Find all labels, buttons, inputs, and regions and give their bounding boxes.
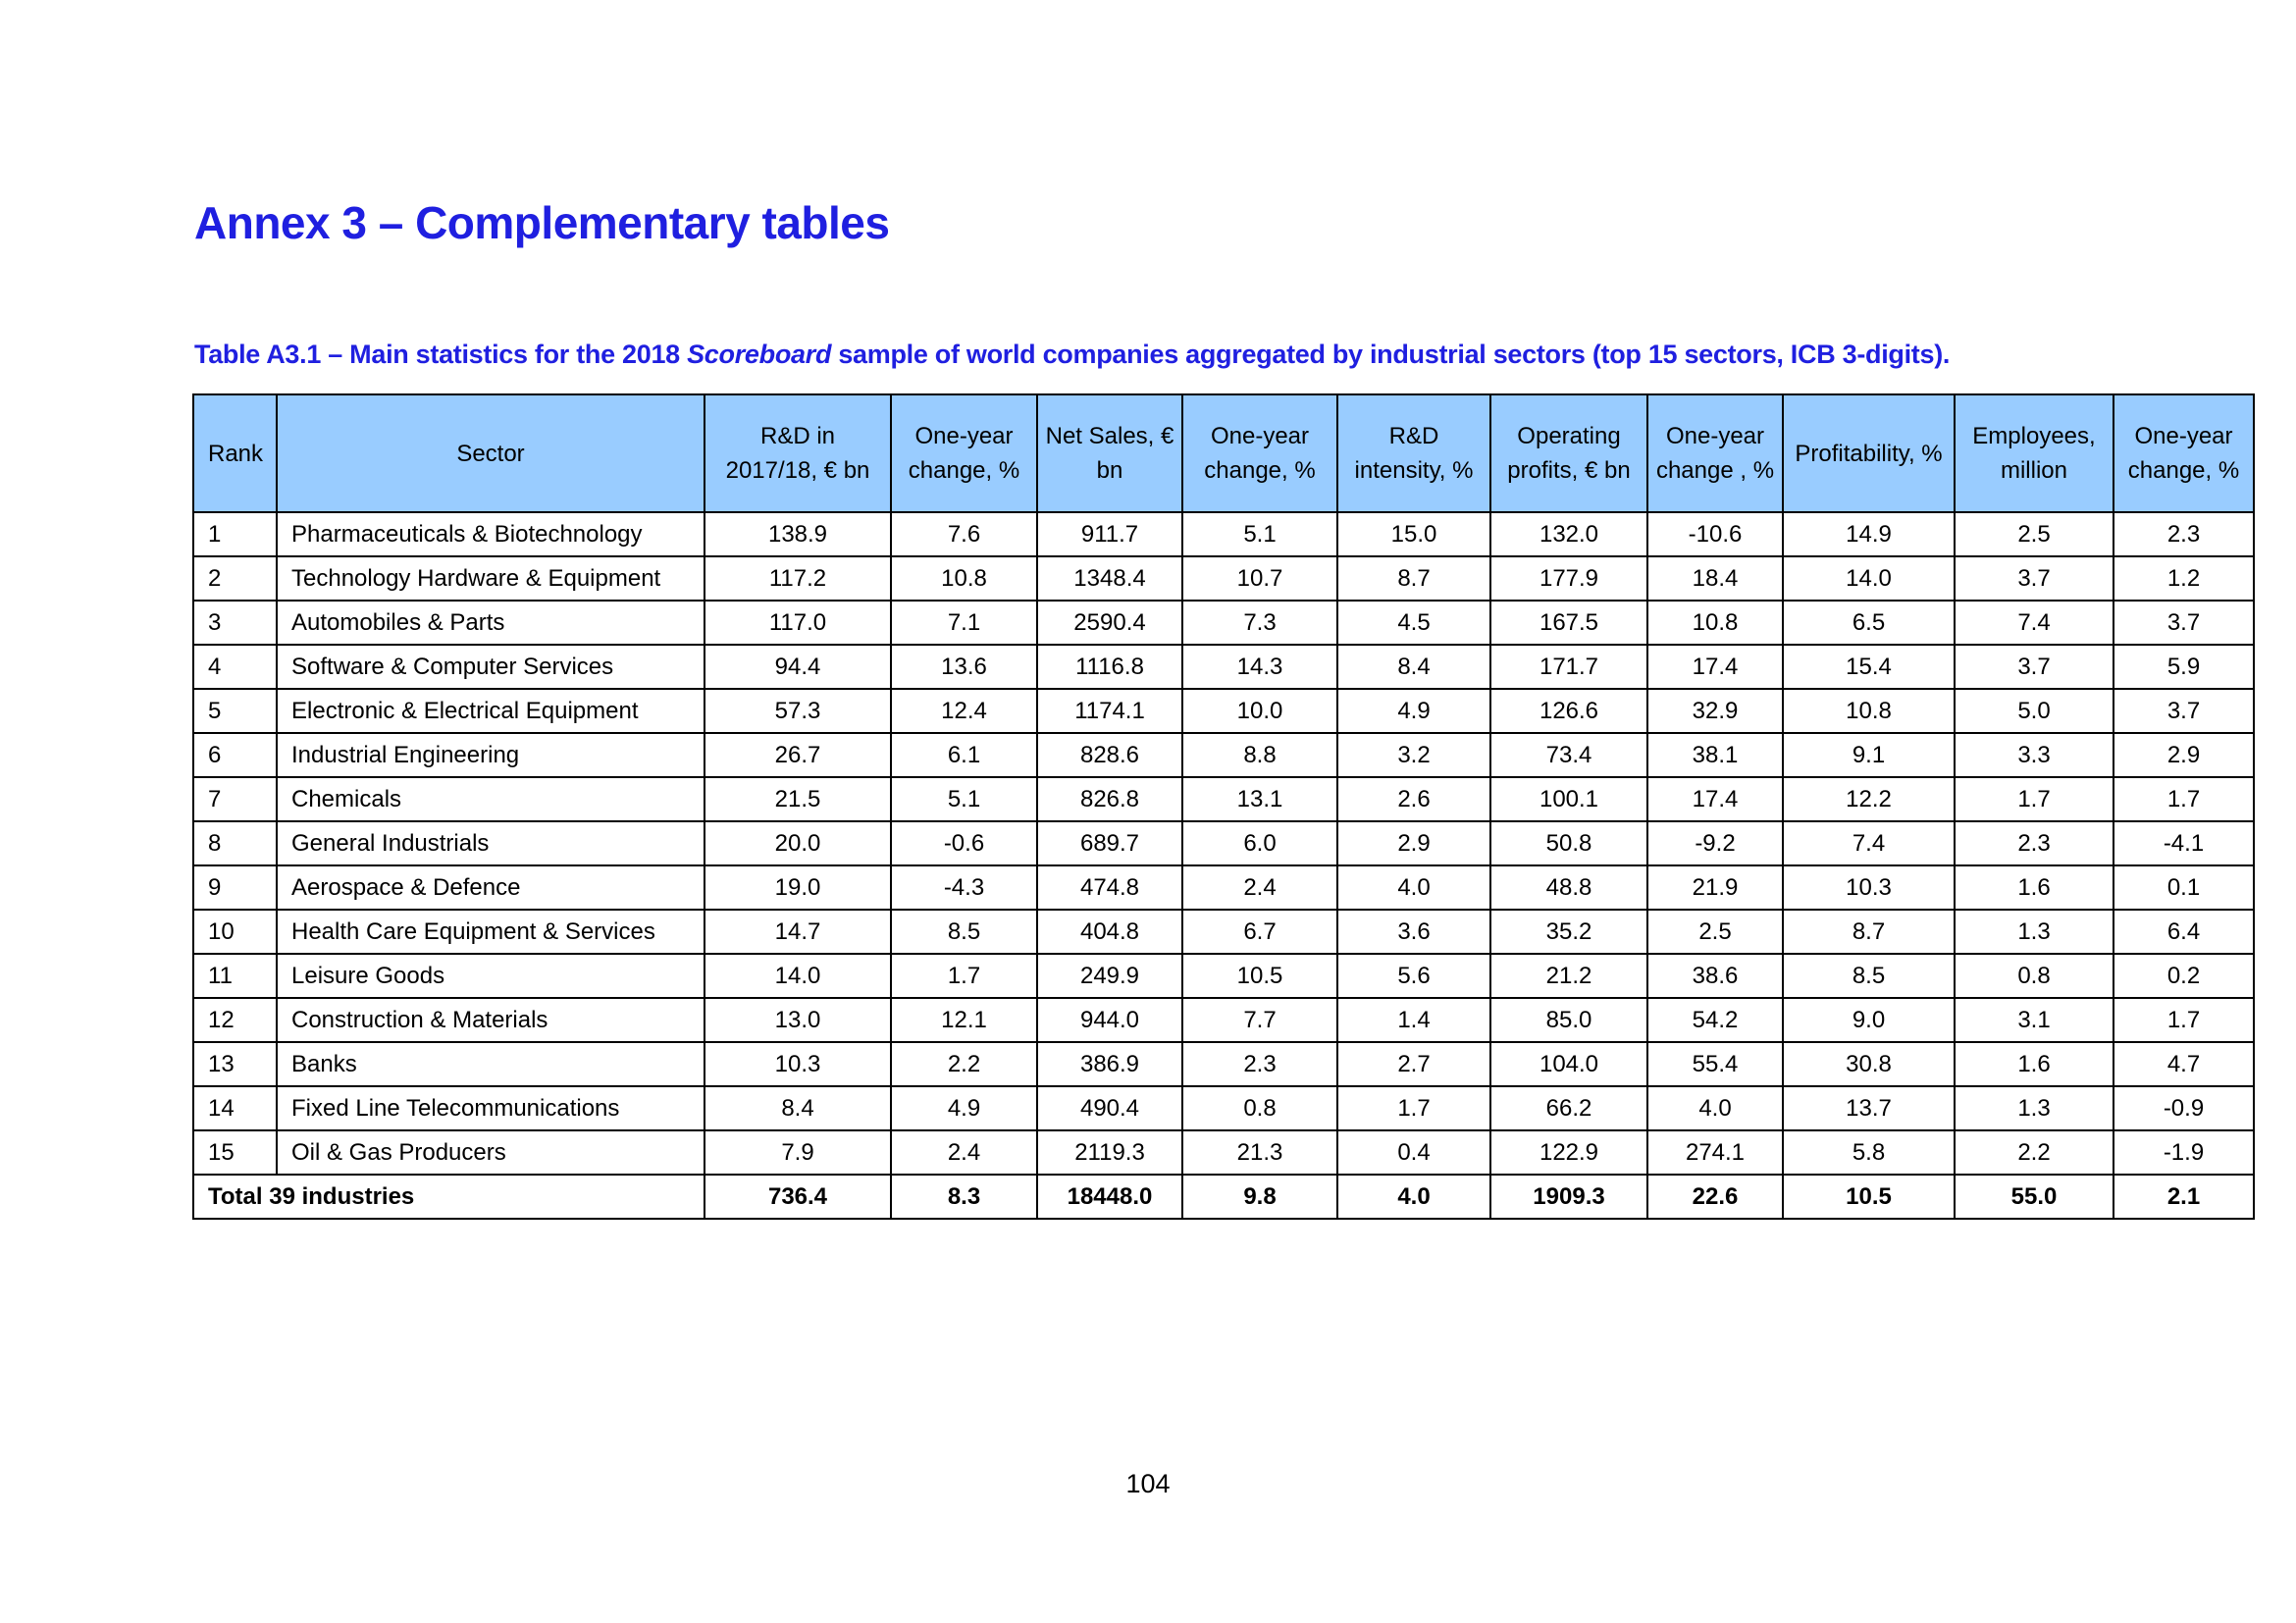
column-header-operating-profits: Operating profits, € bn <box>1490 394 1647 512</box>
rd-intensity-cell: 15.0 <box>1337 512 1490 556</box>
net-sales-cell: 1116.8 <box>1037 645 1182 689</box>
profitability-cell: 6.5 <box>1783 601 1955 645</box>
net-sales-change-cell: 2.4 <box>1182 865 1337 910</box>
total-rd-investment: 736.4 <box>704 1175 891 1219</box>
table-row <box>193 556 2254 601</box>
table-row <box>193 733 2254 777</box>
operating-profits-cell: 100.1 <box>1490 777 1647 821</box>
table-caption-tail: sample of world companies aggregated by industrial sectors (top 15 sectors, ICB 3-digits). <box>831 340 1951 369</box>
employees-cell: 2.5 <box>1955 512 2113 556</box>
sector-cell: Oil & Gas Producers <box>277 1130 704 1175</box>
rank-cell: 6 <box>193 733 277 777</box>
table-row <box>193 601 2254 645</box>
operating-profits-cell: 35.2 <box>1490 910 1647 954</box>
column-header-net-sales: Net Sales, € bn <box>1037 394 1182 512</box>
table-row <box>193 910 2254 954</box>
net-sales-cell: 474.8 <box>1037 865 1182 910</box>
sector-cell: Chemicals <box>277 777 704 821</box>
employees-change-cell: 0.2 <box>2113 954 2254 998</box>
rd-intensity-cell: 0.4 <box>1337 1130 1490 1175</box>
column-header-profits-change: One-year change , % <box>1647 394 1783 512</box>
total-employees: 55.0 <box>1955 1175 2113 1219</box>
column-header-rd-investment: R&D in 2017/18, € bn <box>704 394 891 512</box>
employees-change-cell: 1.7 <box>2113 998 2254 1042</box>
column-header-rd-change: One-year change, % <box>891 394 1037 512</box>
column-header-employees: Employees, million <box>1955 394 2113 512</box>
rd-investment-cell: 57.3 <box>704 689 891 733</box>
column-header-net-sales-change: One-year change, % <box>1182 394 1337 512</box>
rd-investment-cell: 14.7 <box>704 910 891 954</box>
rd-investment-cell: 26.7 <box>704 733 891 777</box>
operating-profits-cell: 48.8 <box>1490 865 1647 910</box>
net-sales-cell: 828.6 <box>1037 733 1182 777</box>
employees-change-cell: 6.4 <box>2113 910 2254 954</box>
sector-cell: Aerospace & Defence <box>277 865 704 910</box>
employees-cell: 1.3 <box>1955 910 2113 954</box>
total-profitability: 10.5 <box>1783 1175 1955 1219</box>
total-rd-change: 8.3 <box>891 1175 1037 1219</box>
rank-cell: 12 <box>193 998 277 1042</box>
rd-investment-cell: 13.0 <box>704 998 891 1042</box>
net-sales-change-cell: 10.7 <box>1182 556 1337 601</box>
employees-cell: 3.7 <box>1955 556 2113 601</box>
employees-change-cell: 5.9 <box>2113 645 2254 689</box>
profitability-cell: 5.8 <box>1783 1130 1955 1175</box>
table-row <box>193 645 2254 689</box>
profits-change-cell: 4.0 <box>1647 1086 1783 1130</box>
profitability-cell: 14.0 <box>1783 556 1955 601</box>
employees-cell: 0.8 <box>1955 954 2113 998</box>
table-row <box>193 1042 2254 1086</box>
rd-intensity-cell: 5.6 <box>1337 954 1490 998</box>
profits-change-cell: 10.8 <box>1647 601 1783 645</box>
net-sales-change-cell: 13.1 <box>1182 777 1337 821</box>
profitability-cell: 7.4 <box>1783 821 1955 865</box>
rd-intensity-cell: 8.7 <box>1337 556 1490 601</box>
net-sales-change-cell: 0.8 <box>1182 1086 1337 1130</box>
rank-cell: 11 <box>193 954 277 998</box>
operating-profits-cell: 126.6 <box>1490 689 1647 733</box>
table-row <box>193 865 2254 910</box>
rd-change-cell: 10.8 <box>891 556 1037 601</box>
employees-change-cell: 1.7 <box>2113 777 2254 821</box>
employees-change-cell: 2.3 <box>2113 512 2254 556</box>
employees-cell: 7.4 <box>1955 601 2113 645</box>
sector-cell: Industrial Engineering <box>277 733 704 777</box>
table-row <box>193 821 2254 865</box>
rd-change-cell: 8.5 <box>891 910 1037 954</box>
rd-intensity-cell: 1.4 <box>1337 998 1490 1042</box>
sector-cell: Leisure Goods <box>277 954 704 998</box>
net-sales-change-cell: 14.3 <box>1182 645 1337 689</box>
net-sales-cell: 490.4 <box>1037 1086 1182 1130</box>
rd-change-cell: 13.6 <box>891 645 1037 689</box>
profits-change-cell: 2.5 <box>1647 910 1783 954</box>
operating-profits-cell: 73.4 <box>1490 733 1647 777</box>
rd-intensity-cell: 2.7 <box>1337 1042 1490 1086</box>
employees-cell: 3.7 <box>1955 645 2113 689</box>
employees-cell: 1.6 <box>1955 1042 2113 1086</box>
profits-change-cell: 38.1 <box>1647 733 1783 777</box>
operating-profits-cell: 177.9 <box>1490 556 1647 601</box>
employees-cell: 2.2 <box>1955 1130 2113 1175</box>
rd-change-cell: -0.6 <box>891 821 1037 865</box>
operating-profits-cell: 21.2 <box>1490 954 1647 998</box>
net-sales-cell: 386.9 <box>1037 1042 1182 1086</box>
rank-cell: 4 <box>193 645 277 689</box>
net-sales-cell: 2119.3 <box>1037 1130 1182 1175</box>
sector-statistics-table <box>192 393 2255 1220</box>
rank-cell: 5 <box>193 689 277 733</box>
rank-cell: 7 <box>193 777 277 821</box>
net-sales-cell: 249.9 <box>1037 954 1182 998</box>
net-sales-change-cell: 7.7 <box>1182 998 1337 1042</box>
profits-change-cell: 38.6 <box>1647 954 1783 998</box>
column-header-employees-change: One-year change, % <box>2113 394 2254 512</box>
rd-change-cell: 7.6 <box>891 512 1037 556</box>
column-header-rd-intensity: R&D intensity, % <box>1337 394 1490 512</box>
rd-intensity-cell: 8.4 <box>1337 645 1490 689</box>
table-body <box>193 512 2254 1175</box>
table-footer <box>193 1175 2254 1219</box>
employees-cell: 2.3 <box>1955 821 2113 865</box>
rd-investment-cell: 14.0 <box>704 954 891 998</box>
net-sales-change-cell: 10.5 <box>1182 954 1337 998</box>
rank-cell: 10 <box>193 910 277 954</box>
profits-change-cell: 32.9 <box>1647 689 1783 733</box>
rd-intensity-cell: 4.5 <box>1337 601 1490 645</box>
total-operating-profits: 1909.3 <box>1490 1175 1647 1219</box>
table-row <box>193 998 2254 1042</box>
column-header-rank: Rank <box>193 394 277 512</box>
sector-cell: Automobiles & Parts <box>277 601 704 645</box>
rd-intensity-cell: 1.7 <box>1337 1086 1490 1130</box>
table-caption <box>194 340 1950 370</box>
employees-change-cell: -4.1 <box>2113 821 2254 865</box>
profits-change-cell: 54.2 <box>1647 998 1783 1042</box>
profitability-cell: 14.9 <box>1783 512 1955 556</box>
rd-change-cell: 12.4 <box>891 689 1037 733</box>
profits-change-cell: 55.4 <box>1647 1042 1783 1086</box>
rank-cell: 8 <box>193 821 277 865</box>
table-row <box>193 512 2254 556</box>
net-sales-cell: 2590.4 <box>1037 601 1182 645</box>
net-sales-cell: 944.0 <box>1037 998 1182 1042</box>
rd-intensity-cell: 2.6 <box>1337 777 1490 821</box>
sector-cell: Health Care Equipment & Services <box>277 910 704 954</box>
table-row <box>193 1130 2254 1175</box>
rd-investment-cell: 8.4 <box>704 1086 891 1130</box>
column-header-sector: Sector <box>277 394 704 512</box>
rank-cell: 13 <box>193 1042 277 1086</box>
profitability-cell: 8.7 <box>1783 910 1955 954</box>
profitability-cell: 10.3 <box>1783 865 1955 910</box>
total-rd-intensity: 4.0 <box>1337 1175 1490 1219</box>
rd-change-cell: 5.1 <box>891 777 1037 821</box>
table-row <box>193 777 2254 821</box>
rd-change-cell: 1.7 <box>891 954 1037 998</box>
table-row <box>193 689 2254 733</box>
employees-change-cell: 4.7 <box>2113 1042 2254 1086</box>
rank-cell: 3 <box>193 601 277 645</box>
rd-intensity-cell: 4.0 <box>1337 865 1490 910</box>
profitability-cell: 12.2 <box>1783 777 1955 821</box>
page-heading: Annex 3 – Complementary tables <box>194 197 890 248</box>
employees-change-cell: 0.1 <box>2113 865 2254 910</box>
table-row <box>193 1086 2254 1130</box>
operating-profits-cell: 66.2 <box>1490 1086 1647 1130</box>
total-label: Total 39 industries <box>193 1175 704 1219</box>
net-sales-cell: 911.7 <box>1037 512 1182 556</box>
operating-profits-cell: 85.0 <box>1490 998 1647 1042</box>
profitability-cell: 9.0 <box>1783 998 1955 1042</box>
employees-change-cell: 3.7 <box>2113 689 2254 733</box>
rd-investment-cell: 94.4 <box>704 645 891 689</box>
rd-change-cell: 2.4 <box>891 1130 1037 1175</box>
net-sales-cell: 689.7 <box>1037 821 1182 865</box>
employees-cell: 3.1 <box>1955 998 2113 1042</box>
employees-change-cell: -1.9 <box>2113 1130 2254 1175</box>
sector-cell: Electronic & Electrical Equipment <box>277 689 704 733</box>
employees-change-cell: 2.9 <box>2113 733 2254 777</box>
net-sales-cell: 404.8 <box>1037 910 1182 954</box>
rd-investment-cell: 10.3 <box>704 1042 891 1086</box>
operating-profits-cell: 167.5 <box>1490 601 1647 645</box>
net-sales-change-cell: 6.0 <box>1182 821 1337 865</box>
rd-investment-cell: 20.0 <box>704 821 891 865</box>
profitability-cell: 8.5 <box>1783 954 1955 998</box>
rd-intensity-cell: 3.2 <box>1337 733 1490 777</box>
rd-intensity-cell: 3.6 <box>1337 910 1490 954</box>
rd-investment-cell: 138.9 <box>704 512 891 556</box>
rank-cell: 14 <box>193 1086 277 1130</box>
operating-profits-cell: 50.8 <box>1490 821 1647 865</box>
sector-cell: Banks <box>277 1042 704 1086</box>
profits-change-cell: 18.4 <box>1647 556 1783 601</box>
employees-cell: 3.3 <box>1955 733 2113 777</box>
rank-cell: 2 <box>193 556 277 601</box>
profitability-cell: 15.4 <box>1783 645 1955 689</box>
rd-investment-cell: 19.0 <box>704 865 891 910</box>
header-row <box>193 394 2254 512</box>
page-number: 104 <box>1125 1469 1171 1498</box>
table-caption-lead: Table A3.1 – Main statistics for the 2018 <box>194 340 688 369</box>
rd-change-cell: 7.1 <box>891 601 1037 645</box>
net-sales-cell: 1348.4 <box>1037 556 1182 601</box>
total-net-sales: 18448.0 <box>1037 1175 1182 1219</box>
rd-change-cell: 6.1 <box>891 733 1037 777</box>
employees-cell: 1.3 <box>1955 1086 2113 1130</box>
rd-intensity-cell: 2.9 <box>1337 821 1490 865</box>
profitability-cell: 9.1 <box>1783 733 1955 777</box>
sector-cell: Software & Computer Services <box>277 645 704 689</box>
rd-change-cell: 4.9 <box>891 1086 1037 1130</box>
employees-change-cell: 1.2 <box>2113 556 2254 601</box>
profits-change-cell: 21.9 <box>1647 865 1783 910</box>
rd-investment-cell: 117.0 <box>704 601 891 645</box>
column-header-profitability: Profitability, % <box>1783 394 1955 512</box>
table-caption-italic: Scoreboard <box>687 340 832 369</box>
operating-profits-cell: 132.0 <box>1490 512 1647 556</box>
employees-cell: 1.7 <box>1955 777 2113 821</box>
net-sales-change-cell: 10.0 <box>1182 689 1337 733</box>
sector-cell: Construction & Materials <box>277 998 704 1042</box>
employees-cell: 1.6 <box>1955 865 2113 910</box>
profitability-cell: 10.8 <box>1783 689 1955 733</box>
rd-investment-cell: 21.5 <box>704 777 891 821</box>
net-sales-change-cell: 6.7 <box>1182 910 1337 954</box>
operating-profits-cell: 122.9 <box>1490 1130 1647 1175</box>
employees-change-cell: -0.9 <box>2113 1086 2254 1130</box>
total-row <box>193 1175 2254 1219</box>
total-net-sales-change: 9.8 <box>1182 1175 1337 1219</box>
net-sales-change-cell: 21.3 <box>1182 1130 1337 1175</box>
rd-change-cell: -4.3 <box>891 865 1037 910</box>
profitability-cell: 13.7 <box>1783 1086 1955 1130</box>
profits-change-cell: 274.1 <box>1647 1130 1783 1175</box>
total-employees-change: 2.1 <box>2113 1175 2254 1219</box>
sector-cell: Fixed Line Telecommunications <box>277 1086 704 1130</box>
rd-investment-cell: 117.2 <box>704 556 891 601</box>
total-profits-change: 22.6 <box>1647 1175 1783 1219</box>
rank-cell: 9 <box>193 865 277 910</box>
sector-cell: Pharmaceuticals & Biotechnology <box>277 512 704 556</box>
profits-change-cell: -10.6 <box>1647 512 1783 556</box>
rd-intensity-cell: 4.9 <box>1337 689 1490 733</box>
net-sales-change-cell: 7.3 <box>1182 601 1337 645</box>
profitability-cell: 30.8 <box>1783 1042 1955 1086</box>
sector-cell: General Industrials <box>277 821 704 865</box>
profits-change-cell: 17.4 <box>1647 645 1783 689</box>
rank-cell: 15 <box>193 1130 277 1175</box>
sector-cell: Technology Hardware & Equipment <box>277 556 704 601</box>
net-sales-cell: 826.8 <box>1037 777 1182 821</box>
employees-change-cell: 3.7 <box>2113 601 2254 645</box>
net-sales-change-cell: 2.3 <box>1182 1042 1337 1086</box>
profits-change-cell: 17.4 <box>1647 777 1783 821</box>
net-sales-cell: 1174.1 <box>1037 689 1182 733</box>
rd-change-cell: 12.1 <box>891 998 1037 1042</box>
operating-profits-cell: 171.7 <box>1490 645 1647 689</box>
employees-cell: 5.0 <box>1955 689 2113 733</box>
rd-change-cell: 2.2 <box>891 1042 1037 1086</box>
operating-profits-cell: 104.0 <box>1490 1042 1647 1086</box>
net-sales-change-cell: 8.8 <box>1182 733 1337 777</box>
rank-cell: 1 <box>193 512 277 556</box>
net-sales-change-cell: 5.1 <box>1182 512 1337 556</box>
rd-investment-cell: 7.9 <box>704 1130 891 1175</box>
table-header <box>193 394 2254 512</box>
table-row <box>193 954 2254 998</box>
profits-change-cell: -9.2 <box>1647 821 1783 865</box>
